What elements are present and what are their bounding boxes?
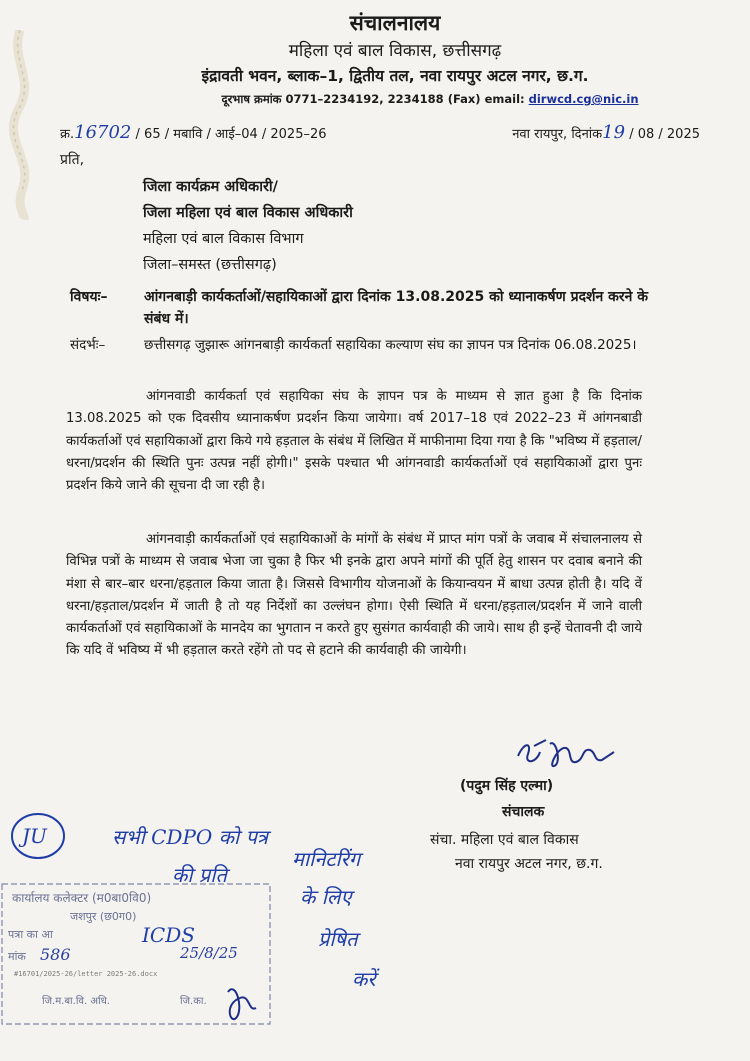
stamp-district: जशपुर (छ0ग0) [70,910,137,923]
paragraph-text: आंगनवाड़ी कार्यकर्ताओं एवं सहायिकाओं के मांगों के संबंध में प्राप्त मांग पत्रों के जवाब में संचालनालय से विभिन्न पत्रों के माध्यम से जवाब भेजा जा चुका है फिर भी इनके द्वारा अपने मांगों की पूर्ति हेतु शासन पर दवाब बनाने की मंशा से बार–बार धरना/हड़ताल किया जाता है। जिससे विभागीय योजनाओं के कियान्वयन में बाधा उत्पन्न होती है। यदि वें धरना/हड़ताल/प्रदर्शन में जाती है तो यह निर्देशों का उल्लंघन होगा। ऐसी स्थिति में धरना/हड़ताल/प्रदर्शन में जाने वाली कार्यकर्ताओं एवं सहायिकाओं के मानदेय का भुगतान न करते हुए सुसंगत कार्यवाही की जाये। साथ ही इन्हें चेतावनी दी जाये कि यदि वें भविष्य में भी हड़ताल करते रहेंगे तो पद से हटाने की कार्यवाही की जायेगी। [66,532,642,659]
note-line: के लिए [300,885,352,909]
recipient-line: जिला–समस्त (छत्तीसगढ़) [143,257,277,273]
letterhead-address: इंद्रावती भवन, ब्लाक–1, द्वितीय तल, नवा रायपुर अटल नगर, छ.ग. [201,67,589,85]
body-paragraph-1 [66,386,642,497]
paragraph-text: आंगनवाडी कार्यकर्ता एवं सहायिका संघ के ज्ञापन पत्र के माध्यम से ज्ञात हुआ है कि दिनांक 13.08.2025 को एक दिवसीय ध्यानाकर्षण प्रदर्शन किया जायेगा। वर्ष 2017–18 एवं 2022–23 में आंगनबाडी कार्यकर्ताओं एवं सहायिकाओं द्वारा किये गये हड़ताल के संबंध में लिखित में माफीनामा दिया गया है कि "भविष्य में हड़ताल/धरना/प्रदर्शन की स्थिति पुनः उत्पन्न नहीं होगी।" इसके पश्चात भी आंगनवाडी कार्यकर्ताओं एवं सहायिकाओं द्वारा पुनः प्रदर्शन किये जाने की सूचना दी जा रही है। [66,389,642,494]
body-paragraph-2 [66,529,642,663]
recipient-line: महिला एवं बाल विकास विभाग [143,231,304,247]
note-line: सभी CDPO को पत्र [112,825,268,849]
signatory-org-line: संचा. महिला एवं बाल विकास [430,832,579,848]
date-rest: / 08 / 2025 [629,127,700,142]
letter-number-prefix: क्र. [60,127,75,142]
signatory-organisation [430,828,603,876]
stamp-number-label: मांक [8,950,26,963]
letter-number-code: / 65 / मबावि / आई–04 / 2025–26 [135,127,327,142]
prati-label: प्रति, [60,152,85,168]
stamp-bottom-right: जि.का. [180,996,207,1007]
place-date-label: नवा रायपुर, दिनांक [512,127,603,142]
director-signature [510,734,620,774]
letterhead-department: महिला एवं बाल विकास, छत्तीसगढ़ [288,41,502,61]
letter-number [60,122,327,143]
stamp-line3: पत्रा का आ [8,928,53,941]
note-line: करें [352,967,376,991]
letterhead-title: संचालनालय [349,11,441,35]
stamp-date: 25/8/25 [180,944,238,962]
subject-line [70,286,660,330]
stamp-footer: #16701/2025-26/letter 2025-26.docx [14,970,158,978]
email-label: email: [484,92,525,106]
note-line: की प्रति [172,863,227,887]
reference-context [70,334,660,356]
letter-date [512,122,700,143]
subject-label: विषयः– [70,289,108,305]
email-address: dirwcd.cg@nic.in [528,92,639,106]
signatory-org-line: नवा रायपुर अटल नगर, छ.ग. [455,856,603,872]
recipient-line: जिला कार्यक्रम अधिकारी/ [143,179,278,195]
circle-text: JU [22,824,47,848]
recipient-line: जिला महिला एवं बाल विकास अधिकारी [143,205,353,221]
letterhead-contact [110,88,750,110]
signatory-name: (पदुम सिंह एल्मा) [460,778,554,794]
date-day-handwritten: 19 [602,122,626,143]
subject-text: आंगनबाड़ी कार्यकर्ताओं/सहायिकाओं द्वारा दिनांक 13.08.2025 को ध्यानाकर्षण प्रदर्शन करने के संबंध में। [144,289,649,327]
signatory-designation: संचालक [502,804,545,820]
note-line: प्रेषित [318,927,358,951]
handwritten-notes [0,790,420,1060]
recipient-block [143,174,353,278]
note-line: ICDS [142,923,195,947]
stamp-office: कार्यालय कलेक्टर (म0बा0वि0) [12,891,152,905]
note-line: मानिटरिंग [292,847,361,871]
reference-line [60,122,700,143]
reference-text: छत्तीसगढ़ जुझारू आंगनबाड़ी कार्यकर्ता सहायिका कल्याण संघ का ज्ञापन पत्र दिनांक 06.08.2025। [144,337,637,353]
stamp-bottom-left: जि.म.बा.वि. अधि. [42,996,110,1007]
reference-label: संदर्भः– [70,337,106,353]
letterhead [0,8,750,110]
phone-label: दूरभाष क्रमांक [221,92,282,106]
phone-numbers: 0771–2234192, 2234188 (Fax) [285,92,481,106]
letter-number-handwritten: 16702 [74,122,132,143]
stamp-number: 586 [40,945,71,964]
